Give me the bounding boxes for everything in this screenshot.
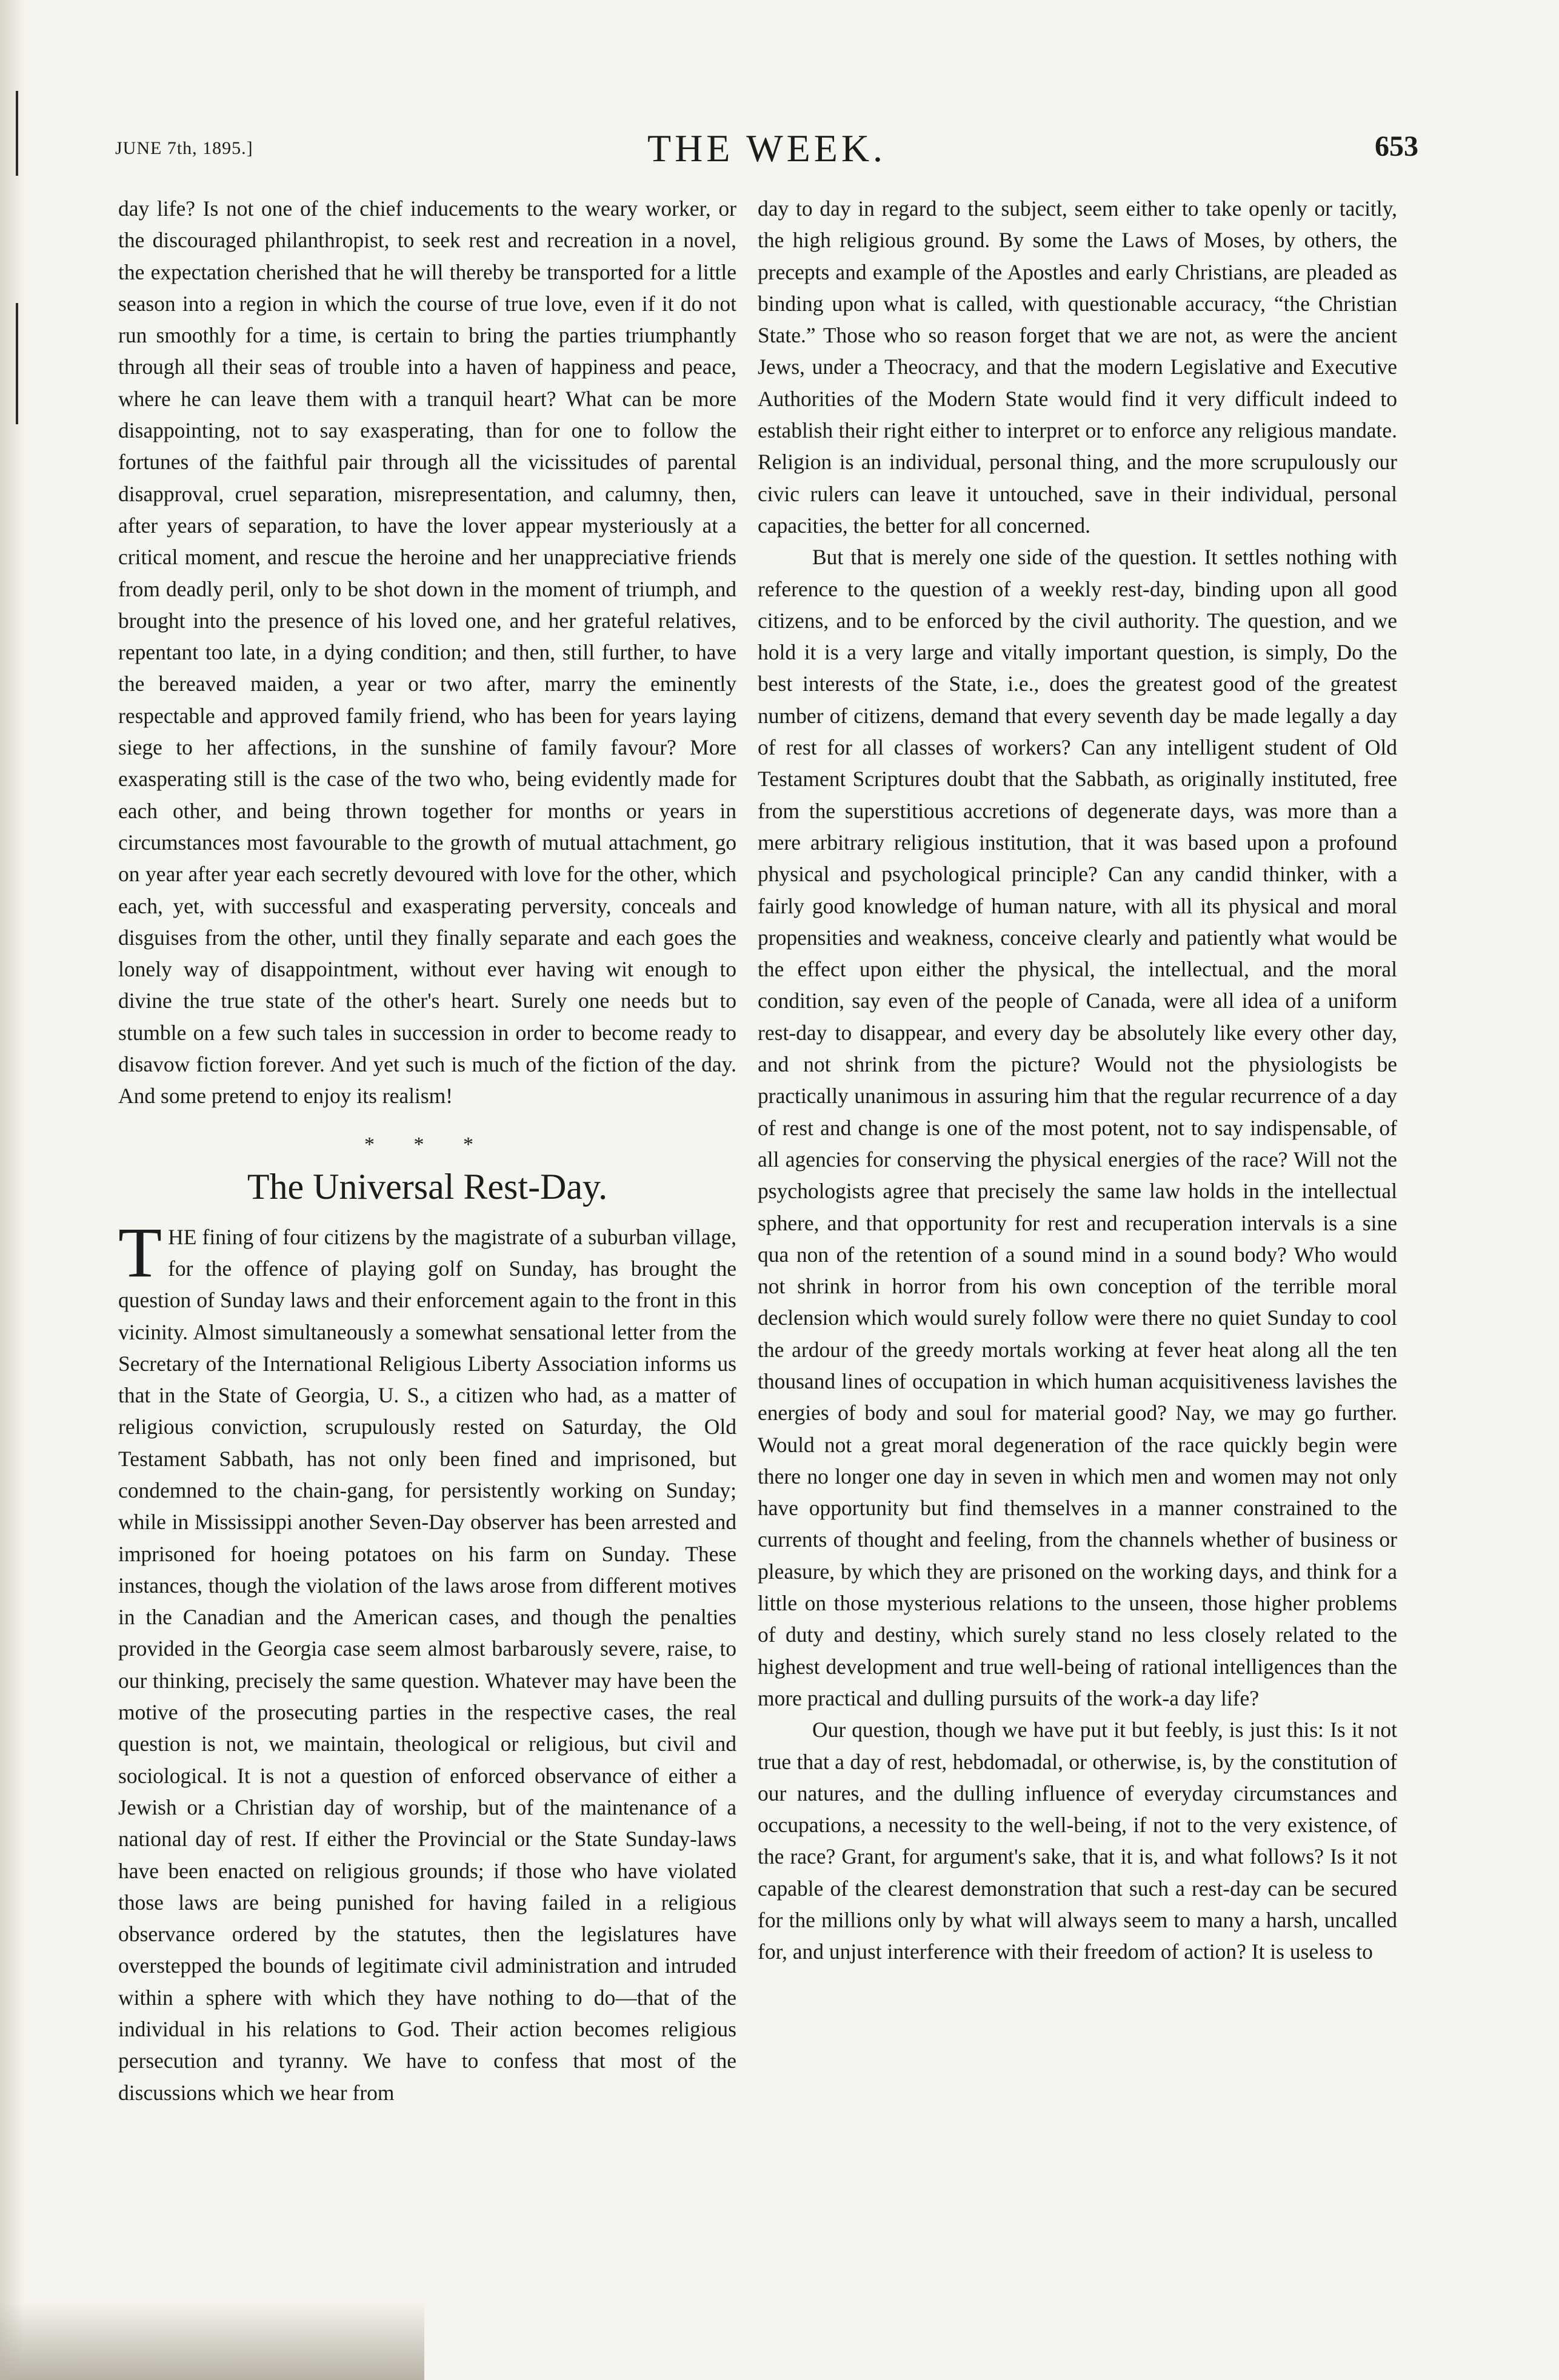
drop-cap: T xyxy=(118,1212,162,1292)
page-edge xyxy=(0,0,24,2380)
journal-title: THE WEEK. xyxy=(647,127,887,170)
binding-mark xyxy=(16,91,18,176)
right-column xyxy=(758,193,1397,1968)
left-column xyxy=(118,193,736,2108)
page-number: 653 xyxy=(1375,130,1418,162)
section-ornament: * * * xyxy=(364,1133,490,1156)
paragraph: day to day in regard to the subject, seem either to take openly or tacitly, the high religious ground. By some the Laws of Moses, by others, the precepts and example of the Apostles and early Christians, are pleaded as binding upon what is called, with questionable accuracy, “the Christian State.” Those who so reason forget that we are not, as were the ancient Jews, under a Theocracy, and that the modern Legislative and Executive Authorities of the Modern State would find it very difficult indeed to establish their right either to interpret or to enforce any religious mandate. Religion is an individual, personal thing, and the more scrupulously our civic rulers can leave it untouched, save in their individual, personal capacities, the better for all concerned. xyxy=(758,196,1397,538)
paragraph: But that is merely one side of the question. It settles nothing with reference to the question of a weekly rest-day, binding upon all good citizens, and to be enforced by the civil authority. The question, and we hold it is a very large and vitally important question, is simply, Do the best interests of the State, i.e., does the greatest good of the greatest number of citizens, demand that every seventh day be made legally a day of rest for all classes of workers? Can any intelligent student of Old Testament Scriptures doubt that the Sabbath, as originally instituted, free from the superstitious accretions of degenerate days, was more than a mere arbitrary religious institution, that it was based upon a profound physical and psychological principle? Can any candid thinker, with a fairly good knowledge of human nature, with all its physical and moral propensities and weakness, conceive clearly and patiently what would be the effect upon either the physical, the intellectual, and the moral condition, say even of the people of Canada, were all idea of a uniform rest-day to disappear, and every day be absolutely like every other day, and not shrink from the picture? Would not the physiologists be practically unanimous in assuring him that the regular recurrence of a day of rest and change is one of the most potent, not to say indispensable, of all agencies for conserving the physical energies of the race? Will not the psychologists agree that precisely the same law holds in the intellectual sphere, and that opportunity for rest and recuperation intervals is a sine qua non of the retention of a sound mind in a sound body? Who would not shrink in horror from his own conception of the terrible moral declension which would surely follow were there no quiet Sunday to cool the ardour of the greedy mortals working at fever heat along all the ten thousand lines of occupation in which human acquisitiveness lavishes the energies of body and soul for material good? Nay, we may go further. Would not a great moral degeneration of the race quickly begin were there no longer one day in seven in which men and women may not only have opportunity but find themselves in a manner constrained to the currents of thought and feeling, from the channels whether of business or pleasure, by which they are prisoned on the working days, and think for a little on those mysterious relations to the unseen, those higher problems of duty and destiny, which surely stand no less closely related to the highest development and true well-being of rational intelligences than the more practical and dulling pursuits of the work-a day life? xyxy=(758,545,1397,1710)
binding-mark xyxy=(16,303,18,424)
issue-date: JUNE 7th, 1895.] xyxy=(115,138,253,158)
running-header xyxy=(115,121,1418,176)
continued-paragraph: day life? Is not one of the chief inducements to the weary worker, or the discouraged philanthropist, to seek rest and recreation in a novel, the expectation cherished that he will thereby be transported for a little season into a region in which the course of true love, even if it do not run smoothly for a time, is certain to bring the parties triumphantly through all their seas of trouble into a haven of happiness and peace, where he can leave them with a tranquil heart? What can be more disappointing, not to say exasperating, than for one to follow the fortunes of the faithful pair through all the vicissitudes of parental disapproval, cruel separation, misrepresentation, and calumny, then, after years of separation, to have the lover appear mysteriously at a critical moment, and rescue the heroine and her unappreciative friends from deadly peril, only to be shot down in the moment of triumph, and brought into the presence of his loved one, and her grateful relatives, repentant too late, in a dying condition; and then, still further, to have the bereaved maiden, a year or two after, marry the eminently respectable and approved family friend, who has been for years laying siege to her affections, in the sunshine of family favour? More exasperating still is the case of the two who, being evidently made for each other, and being thrown together for months or years in circumstances most favourable to the growth of mutual attachment, go on year after year each secretly devoured with love for the other, which each, yet, with successful and exasperating perversity, conceals and disguises from the other, until they finally separate and each goes the lonely way of disappointment, without ever having wit enough to divine the true state of the other's heart. Surely one needs but to stumble on a few such tales in succession in order to become ready to disavow fiction forever. And yet such is much of the fiction of the day. And some pretend to enjoy its realism! xyxy=(118,196,736,1108)
section-opening-paragraph xyxy=(118,1212,736,2108)
section-title: The Universal Rest-Day. xyxy=(247,1166,608,1207)
section-body: HE fining of four citizens by the magistrate of a suburban village, for the offence of playing golf on Sunday, has brought the question of Sunday laws and their enforcement again to the front in this vicinity. Almost simultaneously a somewhat sensational letter from the Secretary of the International Religious Liberty Association informs us that in the State of Georgia, U. S., a citizen who had, as a matter of religious conviction, scrupulously rested on Saturday, the Old Testament Sabbath, has not only been fined and imprisoned, but condemned to the chain-gang, for persistently working on Sunday; while in Mississippi another Seven-Day observer has been arrested and imprisoned for hoeing potatoes on his farm on Sunday. These instances, though the violation of the laws arose from different motives in the Canadian and the American cases, and though the penalties provided in the Georgia case seem almost barbarously severe, raise, to our thinking, precisely the same question. Whatever may have been the motive of the prosecuting parties in the respective cases, the real question is not, we maintain, theological or religious, but civil and sociological. It is not a question of enforced observance of either a Jewish or a Christian day of worship, but of the maintenance of a national day of rest. If either the Provincial or the State Sunday-laws have been enacted on religious grounds; if those who have violated those laws are being punished for having failed in a religious observance ordered by the statutes, then the legislatures have overstepped the bounds of legitimate civil administration and intruded within a sphere with which they have nothing to do—that of the individual in his relations to God. Their action becomes religious persecution and tyranny. We have to confess that most of the discussions which we hear from xyxy=(118,1224,736,2105)
paragraph: Our question, though we have put it but feebly, is just this: Is it not true that a day of rest, hebdomadal, or otherwise, is, by the constitution of our natures, and the dulling influence of everyday circumstances and occupations, a necessity to the well-being, if not to the very existence, of the race? Grant, for argument's sake, that it is, and what follows? Is it not capable of the clearest demonstration that such a rest-day can be secured for the millions only by what will always seem to many a harsh, uncalled for, and unjust interference with their freedom of action? It is useless to xyxy=(758,1718,1397,1964)
page-shadow xyxy=(0,2301,424,2380)
